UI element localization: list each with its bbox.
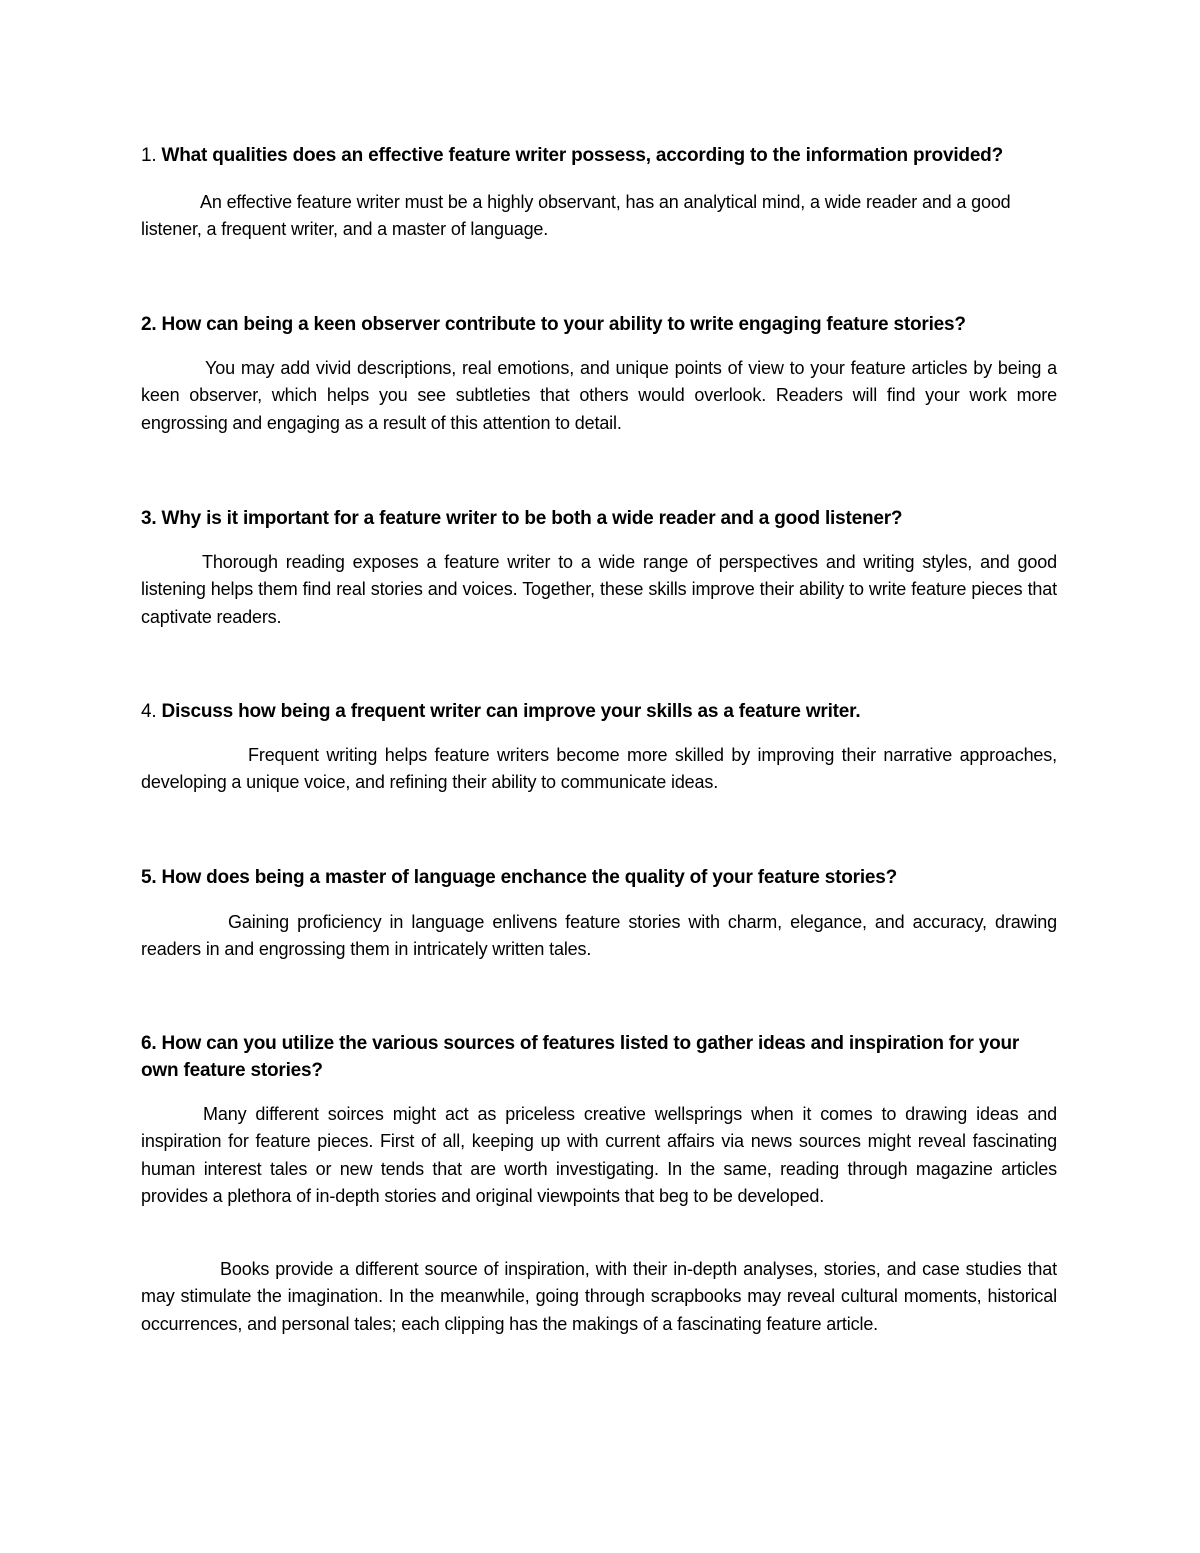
answer-2-para-1: You may add vivid descriptions, real emotions, and unique points of view to your feature articles by being a keen observer, which helps you see subtleties that others would overlook. Readers will find your work more engrossing and engaging as a result of this attention to detail.	[141, 358, 1057, 433]
question-text: Why is it important for a feature writer to be both a wide reader and a good listener?	[161, 508, 903, 529]
question-3	[141, 505, 1057, 532]
question-text: Discuss how being a frequent writer can improve your skills as a feature writer.	[161, 701, 861, 722]
question-5	[141, 864, 1057, 891]
question-text: What qualities does an effective feature writer possess, according to the information provided?	[161, 145, 1003, 166]
answer-6-para-2: Books provide a different source of inspiration, with their in-depth analyses, stories, and case studies that may stimulate the imagination. In the meanwhile, going through scrapbooks may reveal cultural moments, historical occurrences, and personal tales; each clipping has the makings of a fascinating feature article.	[141, 1259, 1057, 1334]
answer-6-para-1: Many different soirces might act as priceless creative wellsprings when it comes to drawing ideas and inspiration for feature pieces. First of all, keeping up with current affairs via news sources might reveal fascinating human interest tales or new tends that are worth investigating. In the same, reading through magazine articles provides a plethora of in-depth stories and original viewpoints that beg to be developed.	[141, 1104, 1057, 1206]
question-number: 4.	[141, 701, 157, 722]
answer-3-para-1: Thorough reading exposes a feature writer to a wide range of perspectives and writing styles, and good listening helps them find real stories and voices. Together, these skills improve their ability to write feature pieces that captivate readers.	[141, 552, 1057, 627]
answer-4-para-1: Frequent writing helps feature writers become more skilled by improving their narrative approaches, developing a unique voice, and refining their ability to communicate ideas.	[141, 745, 1057, 793]
question-number: 1.	[141, 145, 157, 166]
question-2	[141, 311, 1057, 338]
question-text: How can being a keen observer contribute to your ability to write engaging feature stories?	[161, 314, 966, 335]
question-text: How does being a master of language enchance the quality of your feature stories?	[161, 867, 898, 888]
question-number: 6.	[141, 1033, 157, 1054]
question-6	[141, 1030, 1041, 1084]
question-text: How can you utilize the various sources of features listed to gather ideas and inspiration for your own feature stories?	[141, 1033, 1020, 1081]
answer-1-para-1: An effective feature writer must be a highly observant, has an analytical mind, a wide reader and a good listener, a frequent writer, and a master of language.	[141, 192, 1011, 240]
question-4	[141, 698, 1057, 725]
question-1	[141, 142, 1057, 169]
question-number: 2.	[141, 314, 157, 335]
answer-5-para-1: Gaining proficiency in language enlivens feature stories with charm, elegance, and accuracy, drawing readers in and engrossing them in intricately written tales.	[141, 912, 1057, 960]
question-number: 3.	[141, 508, 157, 529]
question-number: 5.	[141, 867, 157, 888]
